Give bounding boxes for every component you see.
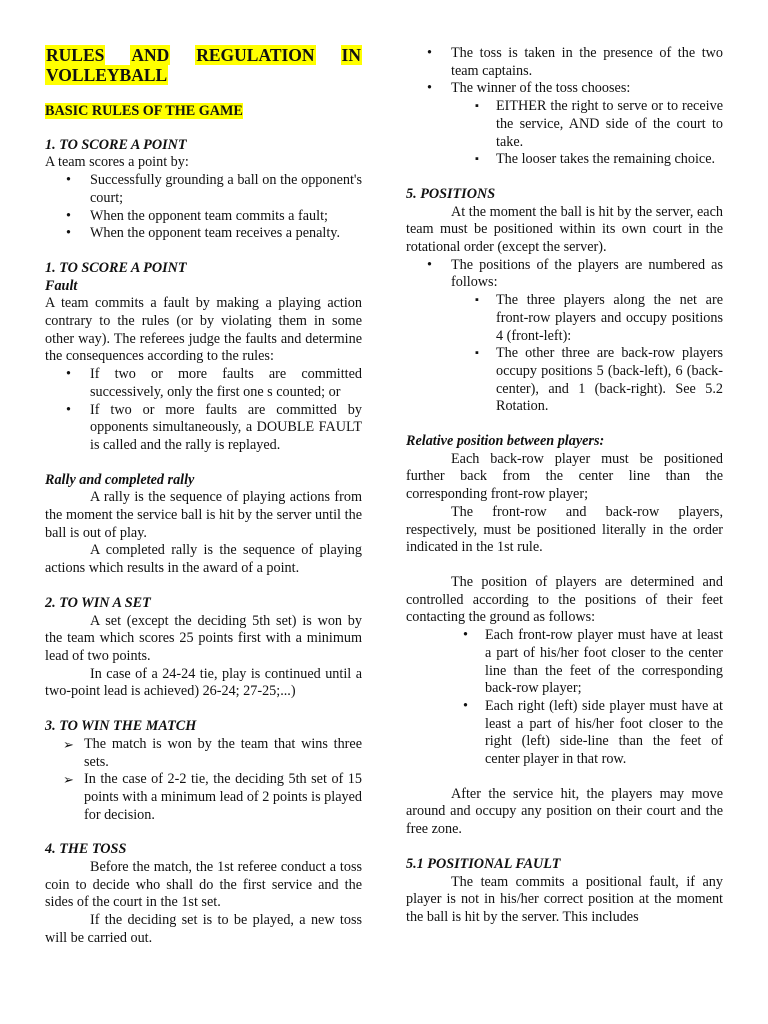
list-item: • When the opponent team commits a fault; [45,208,362,226]
fault-list [45,366,362,455]
title-word: IN [341,45,361,65]
relative-paragraph: Each back-row player must be positioned further back from the center line than the corresponding front-row player; [406,450,723,503]
toss-heading: 4. THE TOSS [45,841,127,858]
toss-paragraph: If the deciding set is to be played, a new toss will be carried out. [45,912,362,946]
set-paragraph: In case of a 24-24 tie, play is continued until a two-point lead is achieved) 26-24; 27-25;...) [45,665,362,700]
toss-paragraph: Before the match, the 1st referee conduct a toss coin to decide who shall do the first service and the sides of the court in the 1st set. [45,859,362,911]
fault-subheading: Fault [45,277,78,294]
match-list [45,736,362,825]
positions-sub-list [406,292,723,416]
relative-heading: Relative position between players: [406,433,605,450]
relative-paragraph: The position of players are determined and controlled according to the positions of their feet contacting the ground as follows: [406,573,723,626]
list-item: • If two or more faults are committed successively, only the first one s counted; or [45,366,362,401]
list-item: • The winner of the toss chooses: [406,80,723,98]
spacer [406,557,723,574]
fault-heading: 1. TO SCORE A POINT [45,259,187,276]
list-item: ▪ The three players along the net are front-row players and occupy positions 4 (front-left): [406,292,723,345]
right-column [406,45,723,927]
rally-heading: Rally and completed rally [45,471,195,488]
positional-fault-paragraph: The team commits a positional fault, if any player is not in his/her correct position at the moment the ball is hit by the server. This includes [406,873,723,925]
positions-heading: 5. POSITIONS [406,185,496,202]
set-heading: 2. TO WIN A SET [45,594,151,611]
toss-list [406,45,723,98]
title-line-1 [45,45,362,65]
list-item: ➢ In the case of 2-2 tie, the deciding 5th set of 15 points with a minimum lead of 2 points is played for decision. [45,771,362,824]
list-item: • The toss is taken in the presence of the two team captains. [406,45,723,80]
relative-paragraph: The front-row and back-row players, respectively, must be positioned literally in the order indicated in the 1st rule. [406,503,723,556]
rally-paragraph: A rally is the sequence of playing actions from the moment the service ball is hit by the server until the ball is out of play. [45,489,362,541]
score-heading: 1. TO SCORE A POINT [45,136,187,153]
list-item: • The positions of the players are numbered as follows: [406,257,723,292]
title-word: RULES [46,45,105,65]
list-item: ▪ The looser takes the remaining choice. [406,151,723,169]
document-title [45,45,362,85]
subtitle: BASIC RULES OF THE GAME [45,103,243,119]
list-item: • Successfully grounding a ball on the opponent's court; [45,172,362,207]
list-item: • If two or more faults are committed by opponents simultaneously, a DOUBLE FAULT is called and the rally is replayed. [45,402,362,455]
title-word: REGULATION [196,45,315,65]
relative-paragraph: After the service hit, the players may move around and occupy any position on their court and the free zone. [406,785,723,838]
left-column [45,45,362,948]
score-intro: A team scores a point by: [45,154,189,171]
list-item: ➢ The match is won by the team that wins three sets. [45,736,362,771]
title-word: AND [131,45,170,65]
positions-paragraph: At the moment the ball is hit by the server, each team must be positioned within its own court in the rotational order (except the server). [406,203,723,256]
score-list [45,172,362,243]
rally-paragraph: A completed rally is the sequence of playing actions which results in the award of a point. [45,542,362,577]
list-item: • When the opponent team receives a penalty. [45,225,362,243]
relative-list [406,627,723,769]
spacer [406,769,723,786]
match-heading: 3. TO WIN THE MATCH [45,718,197,735]
toss-sub-list [406,98,723,169]
set-paragraph: A set (except the deciding 5th set) is won by the team which scores 25 points first with a minimum lead of two points. [45,612,362,664]
list-item: ▪ The other three are back-row players occupy positions 5 (back-left), 6 (back-center), and 1 (back-right). See 5.2 Rotation. [406,345,723,416]
title-line-2: VOLLEYBALL [46,65,168,85]
positional-fault-heading: 5.1 POSITIONAL FAULT [406,855,561,872]
list-item: • Each right (left) side player must have at least a part of his/her foot closer to the right (left) side-line than the feet of center player in that row. [406,698,723,769]
list-item: • Each front-row player must have at least a part of his/her foot closer to the center line than the feet of the corresponding back-row player; [406,627,723,698]
positions-list [406,257,723,292]
fault-body: A team commits a fault by making a playing action contrary to the rules (or by violating them in some other way). The referees judge the faults and determine the consequences according to the rules: [45,295,362,365]
list-item: ▪ EITHER the right to serve or to receive the service, AND side of the court to take. [406,98,723,151]
